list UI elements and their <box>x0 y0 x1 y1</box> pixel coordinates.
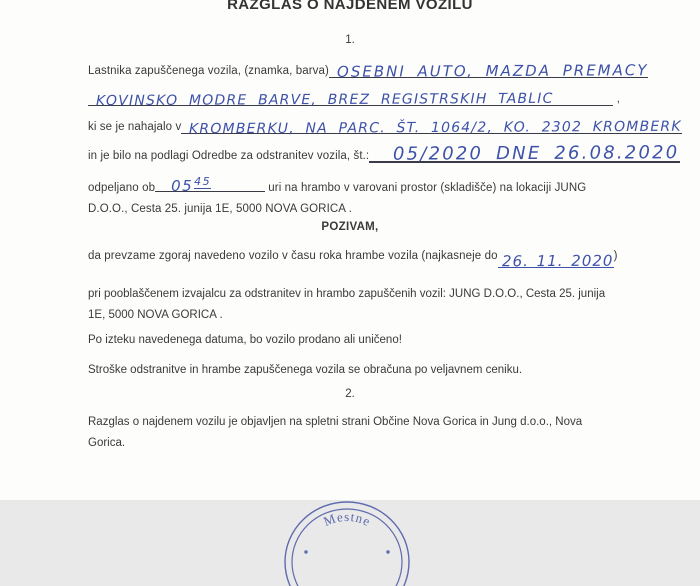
location-field-underline <box>181 118 683 138</box>
owner-field-trailing-comma: , <box>616 93 620 105</box>
order-field-underline <box>369 143 679 163</box>
owner-field-underline-2 <box>88 90 613 110</box>
owner-field-row <box>88 54 649 81</box>
deadline-label: da prevzame zgoraj navedeno vozilo v času roka hrambe vozila (najkasneje do <box>88 250 498 262</box>
time-label-pre: odpeljano ob <box>88 182 156 194</box>
time-minutes-handwritten: 45 <box>194 175 212 188</box>
owner-field-value2-handwritten: KOVINSKO MODRE BARVE, BREZ REGISTRSKIH TABLIC <box>95 90 554 110</box>
order-field-row <box>88 136 680 165</box>
contractor-paragraph: pri pooblaščenem izvajalcu za odstranitev in hrambo zapuščenih vozil: JUNG D.O.O., Cesta 25. junija 1E, 5000 NOVA GORICA . <box>88 288 606 321</box>
order-field-label: in je bilo na podlagi Odredbe za odstranitev vozila, št.: <box>88 150 370 162</box>
time-label-post: uri na hrambo v varovani prostor (skladišče) na lokaciji JUNG D.O.O., Cesta 25. junija 1E, 5000 NOVA GORICA . <box>88 182 587 215</box>
owner-field-value-handwritten: OSEBNI AUTO, MAZDA PREMACY <box>336 61 649 81</box>
location-field-value-handwritten: KROMBERKU, NA PARC. ŠT. 1064/2, KO. 2302 KROMBERK <box>189 118 683 138</box>
stamp-right-dot <box>386 550 389 553</box>
section-2-number: 2. <box>345 388 355 400</box>
deadline-underline <box>498 251 614 271</box>
doc-title: RAZGLAS O NAJDENEM VOZILU <box>227 0 473 13</box>
pozivam-heading: POZIVAM, <box>321 221 379 233</box>
section-1-number: 1. <box>345 34 355 46</box>
deadline-closing-paren: ) <box>613 250 618 262</box>
publication-paragraph: Razglas o najdenem vozilu je objavljen na spletni strani Občine Nova Gorica in Jung d.o.o., Nova Gorica. <box>88 416 583 449</box>
time-hours-handwritten: 05 <box>171 177 194 195</box>
order-field-value-handwritten: 05/2020 DNE 26.08.2020 <box>393 142 680 165</box>
owner-field-underline <box>329 61 649 81</box>
official-stamp <box>272 466 422 586</box>
expiry-notice: Po izteku navedenega datuma, bo vozilo prodano ali uničeno! <box>88 334 402 346</box>
owner-field-row-2 <box>88 82 620 110</box>
stamp-left-dot <box>304 550 307 553</box>
deadline-date-handwritten: 26. 11. 2020 <box>501 251 614 271</box>
deadline-row <box>88 246 618 271</box>
time-field-underline <box>155 175 265 195</box>
costs-notice: Stroške odstranitve in hrambe zapuščenega vozila se obračuna po veljavnem ceniku. <box>88 364 523 376</box>
stamp-arc-text: Mestne <box>321 508 374 530</box>
location-field-row <box>88 110 683 138</box>
location-field-label: ki se je nahajalo v <box>88 121 182 133</box>
removal-time-paragraph <box>88 176 625 220</box>
owner-field-label: Lastnika zapuščenega vozila, (znamka, barva) <box>88 65 329 77</box>
